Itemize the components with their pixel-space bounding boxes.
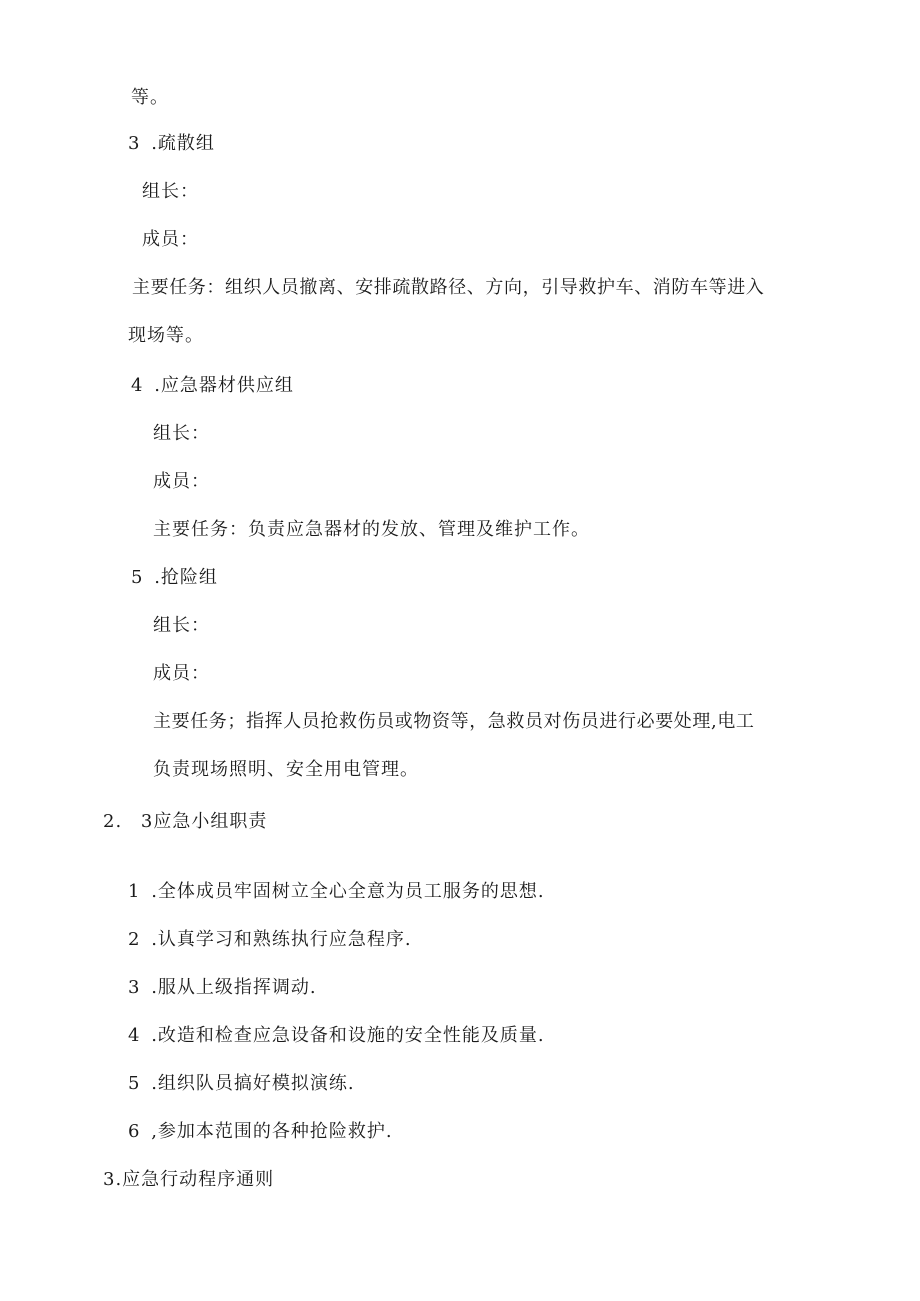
duty-item bbox=[128, 928, 412, 952]
group5-members: 成员： bbox=[153, 663, 210, 684]
duty-number: 4 bbox=[128, 1025, 141, 1046]
group4-number: 4 bbox=[131, 375, 144, 396]
section-3-heading: 3.应急行动程序通则 bbox=[103, 1169, 275, 1190]
group5-task-line1: 主要任务；指挥人员抢救伤员或物资等，急救员对伤员进行必要处理,电工 bbox=[153, 711, 755, 732]
duty-item bbox=[128, 1024, 545, 1048]
group4-task-line1: 主要任务：负责应急器材的发放、管理及维护工作。 bbox=[153, 519, 590, 540]
group4-members: 成员： bbox=[153, 471, 210, 492]
continuation-text: 等。 bbox=[131, 87, 169, 108]
duty-number: 5 bbox=[128, 1073, 141, 1094]
duty-number: 3 bbox=[128, 977, 141, 998]
group3-number: 3 bbox=[128, 133, 141, 154]
group5-leader: 组长： bbox=[153, 615, 210, 636]
group3-task-line2: 现场等。 bbox=[128, 325, 204, 346]
duty-text: .组织队员搞好模拟演练. bbox=[151, 1073, 355, 1094]
group3-leader: 组长： bbox=[142, 181, 199, 202]
group3-members: 成员： bbox=[142, 229, 199, 250]
group3-title: .疏散组 bbox=[151, 133, 215, 154]
duty-item bbox=[128, 976, 317, 1000]
duty-text: .服从上级指挥调动. bbox=[151, 977, 317, 998]
group5-number: 5 bbox=[131, 567, 144, 588]
duty-text: .认真学习和熟练执行应急程序. bbox=[151, 929, 412, 950]
group5-title: .抢险组 bbox=[154, 567, 218, 588]
duty-number: 2 bbox=[128, 929, 141, 950]
group5-heading bbox=[131, 566, 218, 590]
group4-title: .应急器材供应组 bbox=[154, 375, 294, 396]
duty-number: 6 bbox=[128, 1121, 141, 1142]
duty-item bbox=[128, 1120, 393, 1144]
duty-number: 1 bbox=[128, 881, 141, 902]
duty-text: ,参加本范围的各种抢险救护. bbox=[151, 1121, 393, 1142]
duty-text: .全体成员牢固树立全心全意为员工服务的思想. bbox=[151, 881, 545, 902]
duty-item bbox=[128, 880, 545, 904]
group5-task-line2: 负责现场照明、安全用电管理。 bbox=[153, 759, 419, 780]
section-2-3-title: 3应急小组职责 bbox=[140, 811, 268, 832]
section-2-3-number: 2. bbox=[103, 811, 123, 832]
group4-heading bbox=[131, 374, 294, 398]
duty-text: .改造和检查应急设备和设施的安全性能及质量. bbox=[151, 1025, 545, 1046]
group3-heading bbox=[128, 132, 215, 156]
group4-leader: 组长： bbox=[153, 423, 210, 444]
section-2-3-heading bbox=[103, 810, 267, 834]
duty-item bbox=[128, 1072, 355, 1096]
group3-task-line1: 主要任务：组织人员撤离、安排疏散路径、方向，引导救护车、消防车等进入 bbox=[132, 277, 765, 298]
